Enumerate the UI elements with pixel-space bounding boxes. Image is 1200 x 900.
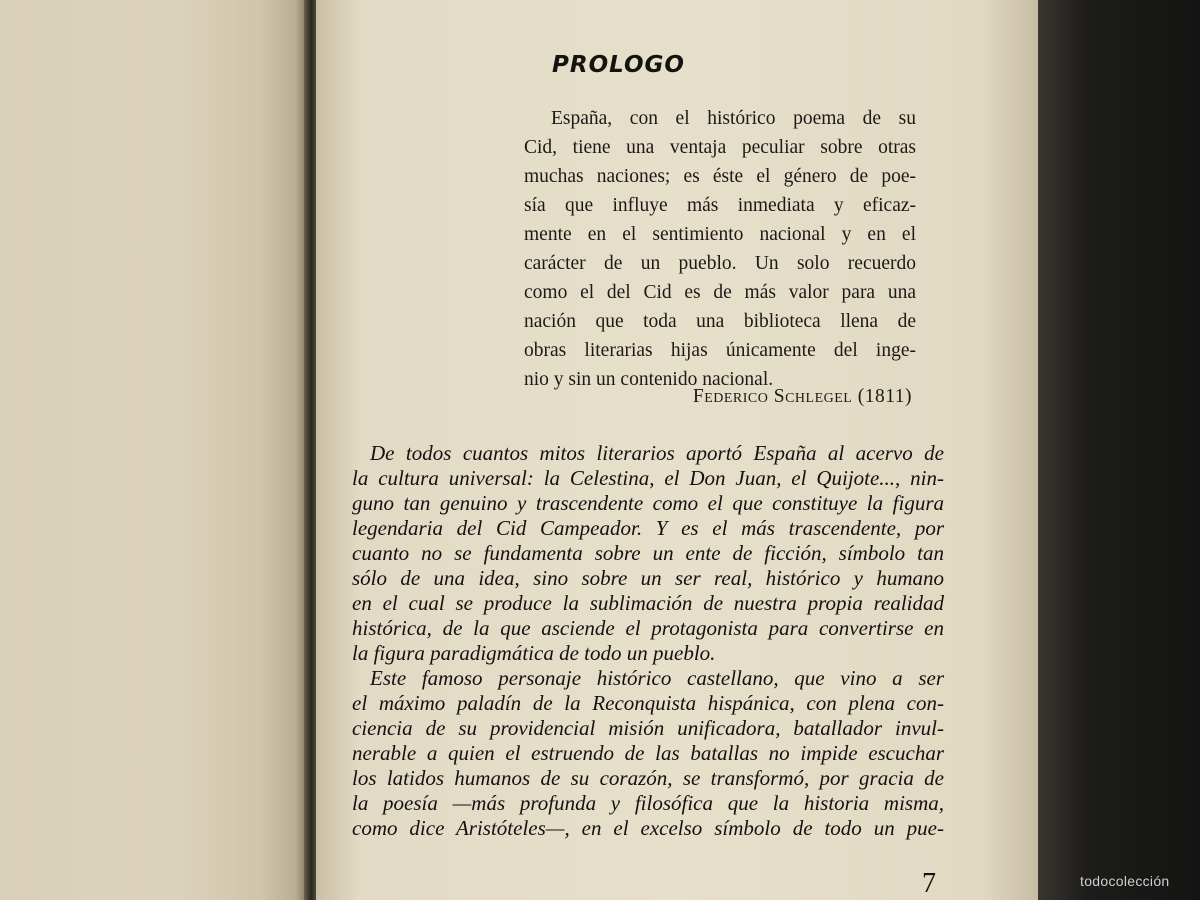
- epigraph-attribution: Federico Schlegel (1811): [692, 386, 912, 407]
- dark-background-edge: [1038, 0, 1200, 900]
- epigraph-line: muchas naciones; es éste el género de poe-: [524, 166, 916, 187]
- body-line: De todos cuantos mitos literarios aportó España al acervo de: [370, 441, 944, 465]
- body-line: los latidos humanos de su corazón, se transformó, por gracia de: [352, 766, 944, 790]
- body-line: cuanto no se fundamenta sobre un ente de ficción, símbolo tan: [352, 541, 944, 565]
- epigraph-line: nio y sin un contenido nacional.: [524, 369, 774, 390]
- epigraph-line: España, con el histórico poema de su: [551, 108, 916, 129]
- body-line: en el cual se produce la sublimación de nuestra propia realidad: [352, 591, 944, 615]
- body-paragraphs: [352, 441, 944, 841]
- epigraph-line: como el del Cid es de más valor para una: [524, 282, 916, 303]
- body-line: el máximo paladín de la Reconquista hispánica, con plena con-: [352, 691, 944, 715]
- body-line: sólo de una idea, sino sobre un ser real, histórico y humano: [352, 566, 944, 590]
- epigraph-quote: [524, 104, 916, 394]
- epigraph-line: carácter de un pueblo. Un solo recuerdo: [524, 253, 916, 274]
- left-blank-page: [0, 0, 308, 900]
- epigraph-line: mente en el sentimiento nacional y en el: [524, 224, 916, 245]
- page-number: 7: [922, 868, 936, 899]
- body-line: la poesía —más profunda y filosófica que la historia misma,: [352, 791, 944, 815]
- epigraph-line: obras literarias hijas únicamente del inge-: [524, 340, 916, 361]
- body-line: Este famoso personaje histórico castellano, que vino a ser: [370, 666, 944, 690]
- body-line: ciencia de su providencial misión unificadora, batallador invul-: [352, 716, 944, 740]
- epigraph-line: sía que influye más inmediata y eficaz-: [524, 195, 916, 216]
- body-line: histórica, de la que asciende el protagonista para convertirse en: [352, 616, 944, 640]
- body-line: legendaria del Cid Campeador. Y es el más trascendente, por: [352, 516, 944, 540]
- watermark: todocolección: [1080, 873, 1170, 889]
- epigraph-line: Cid, tiene una ventaja peculiar sobre otras: [524, 137, 916, 158]
- body-line: guno tan genuino y trascendente como el que constituye la figura: [352, 491, 944, 515]
- epigraph-line: nación que toda una biblioteca llena de: [524, 311, 916, 332]
- page-heading: PROLOGO: [552, 52, 685, 78]
- body-line: la cultura universal: la Celestina, el Don Juan, el Quijote..., nin-: [352, 466, 944, 490]
- body-line: nerable a quien el estruendo de las batallas no impide escuchar: [352, 741, 944, 765]
- body-line: la figura paradigmática de todo un pueblo.: [352, 641, 716, 665]
- body-line: como dice Aristóteles—, en el excelso símbolo de todo un pue-: [352, 816, 944, 840]
